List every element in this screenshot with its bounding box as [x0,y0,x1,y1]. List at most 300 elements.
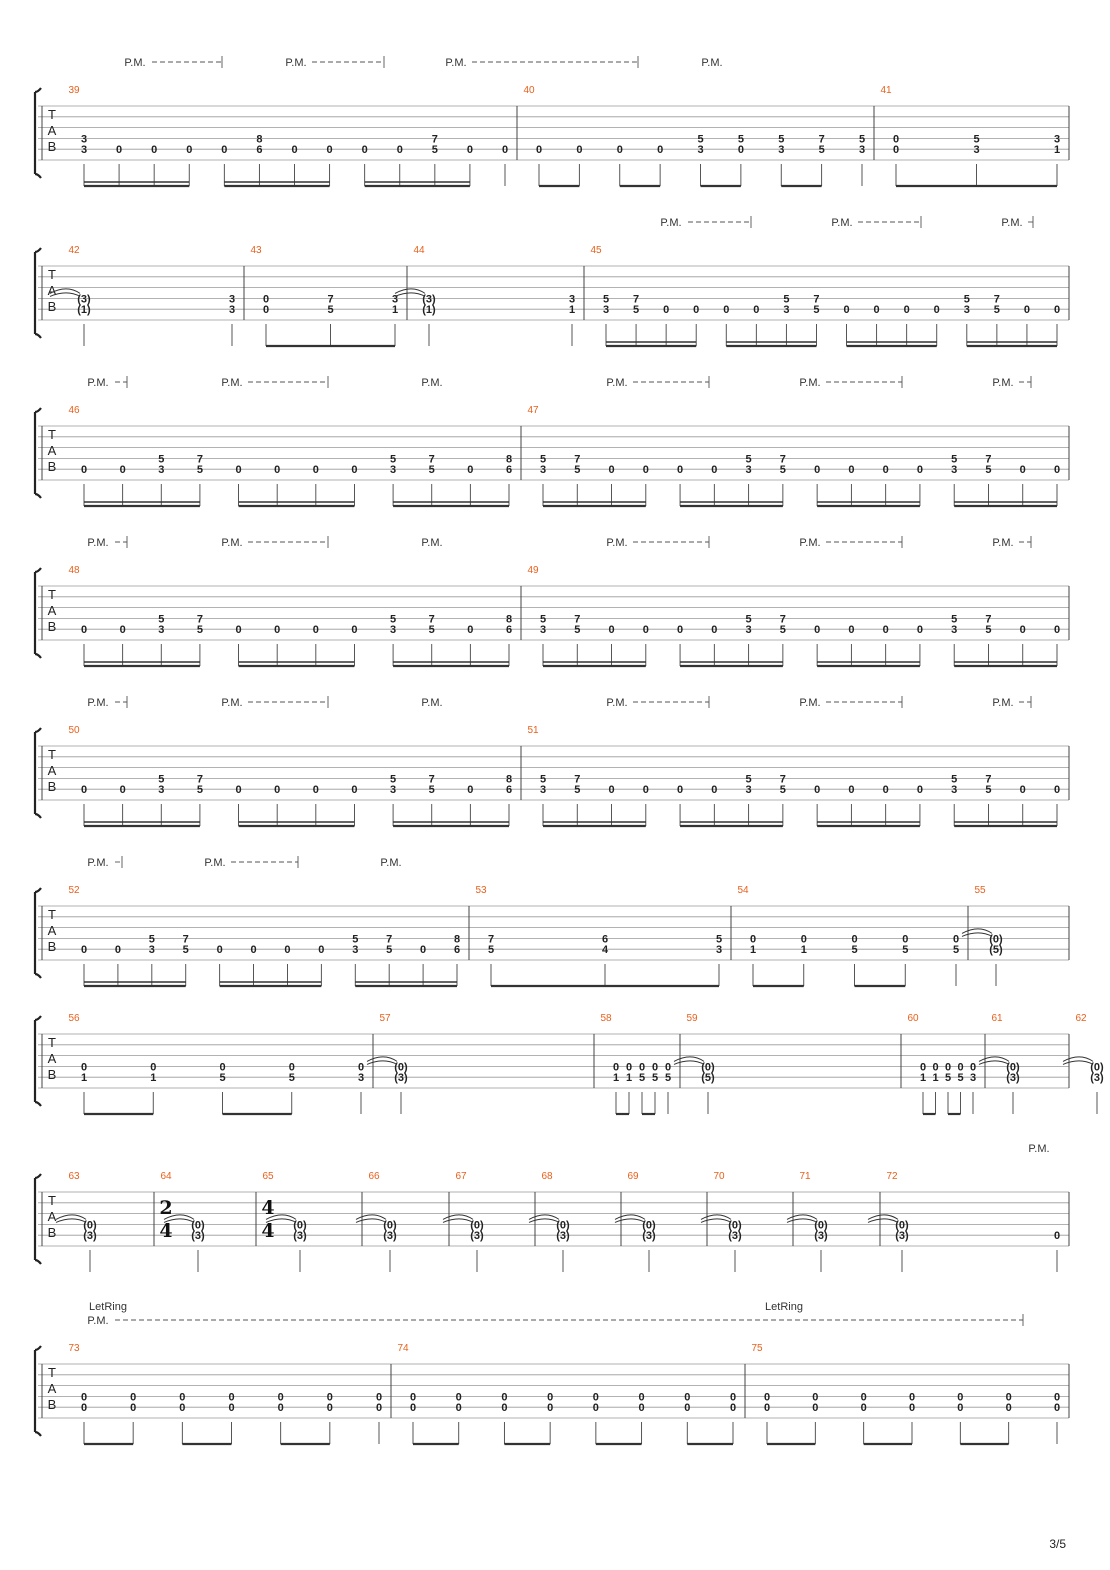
tab-clef-letter: A [47,443,57,458]
fret-number: 0 [1053,1402,1061,1415]
fret-number: 7 [574,453,581,466]
fret-number: 0 [312,784,319,797]
fret-number: 7 [993,293,1000,306]
fret-number: 7 [428,453,435,466]
fret-number: 5 [783,293,790,306]
fret-number: 0 [616,144,623,157]
fret-number: 0 [957,1061,964,1074]
fret-number: 5 [957,1072,964,1085]
fret-number: 3 [539,464,547,477]
fret-number: 5 [390,613,397,626]
fret-number: 3 [1053,133,1061,146]
fret-number: 0 [812,1402,819,1415]
fret-number: 5 [951,773,958,786]
fret-number: 5 [715,933,723,946]
fret-number: 0 [737,144,744,157]
fret-number: 3 [390,464,397,477]
fret-number: (0) [394,1061,408,1074]
fret-number: 5 [993,304,1000,317]
fret-number: 5 [779,464,786,477]
fret-number: (5) [701,1072,715,1085]
tab-system [35,536,1069,666]
fret-number: 0 [150,1061,157,1074]
palm-mute-label: P.M. [87,1315,109,1327]
bar-number: 40 [523,85,535,96]
fret-number: 0 [657,144,664,157]
bar-number: 64 [160,1171,172,1182]
bar-number: 42 [68,245,80,256]
fret-number: 3 [539,784,547,797]
fret-number: 8 [505,773,513,786]
fret-number: 0 [729,1391,737,1404]
fret-number: 0 [851,933,858,946]
fret-number: 0 [642,464,649,477]
fret-number: 0 [291,144,298,157]
fret-number: 0 [882,784,889,797]
palm-mute-label: P.M. [831,217,853,229]
fret-number: 0 [677,624,684,637]
fret-number: (3) [728,1230,742,1243]
fret-number: 0 [612,1061,620,1074]
fret-number: 7 [327,293,334,306]
fret-number: 0 [80,624,88,637]
bar-number: 75 [751,1343,763,1354]
fret-number: 4 [601,944,609,957]
fret-number: 0 [277,1402,284,1415]
fret-number: 0 [592,1391,599,1404]
bar-number: 43 [250,245,262,256]
fret-number: 8 [256,133,263,146]
fret-number: 0 [916,464,923,477]
system-bracket [35,1016,41,1106]
fret-number: 0 [723,304,730,317]
bar-number: 56 [68,1013,80,1024]
fret-number: 5 [182,944,189,957]
fret-number: 0 [663,304,670,317]
palm-mute-label: P.M. [799,377,821,389]
fret-number: 7 [428,773,435,786]
fret-number: 3 [158,624,165,637]
fret-number: 0 [375,1391,383,1404]
fret-number: 0 [119,784,126,797]
palm-mute-label: P.M. [992,537,1014,549]
fret-number: 0 [288,1061,295,1074]
fret-number: 6 [505,464,513,477]
fret-number: 0 [318,944,325,957]
tab-clef-letter: B [47,779,57,794]
fret-number: 0 [749,933,757,946]
fret-number: 0 [1005,1402,1012,1415]
fret-number: 3 [602,304,610,317]
fret-number: 7 [633,293,640,306]
tab-system [35,216,1069,346]
fret-number: 3 [391,293,399,306]
fret-number: (0) [728,1219,742,1232]
fret-number: 5 [638,1072,646,1085]
bar-number: 59 [686,1013,698,1024]
time-signature-denominator: 4 [261,1220,275,1242]
tie [701,1219,731,1223]
bar-number: 46 [68,405,80,416]
fret-number: 0 [420,944,427,957]
fret-number: 5 [985,464,992,477]
bar-number: 70 [713,1171,725,1182]
fret-number: 5 [737,133,744,146]
tab-clef-letter: T [48,427,56,442]
tab-clef-letter: A [47,123,57,138]
fret-number: 0 [576,144,583,157]
fret-number: 5 [745,453,752,466]
palm-mute-label: P.M. [799,537,821,549]
fret-number: 0 [80,1391,88,1404]
fret-number: 3 [228,304,236,317]
fret-number: 7 [985,773,992,786]
fret-number: 7 [196,773,203,786]
fret-number: 0 [130,1402,137,1415]
fret-number: 0 [1053,624,1061,637]
palm-mute-label: P.M. [221,537,243,549]
fret-number: 7 [428,613,435,626]
fret-number: 5 [951,453,958,466]
fret-number: 0 [179,1391,186,1404]
fret-number: 5 [196,624,203,637]
fret-number: 0 [501,1402,508,1415]
fret-number: 0 [235,464,242,477]
tie [787,1219,817,1223]
fret-number: 0 [814,784,821,797]
fret-number: 7 [574,613,581,626]
fret-number: 0 [535,144,543,157]
fret-number: 7 [779,613,786,626]
fret-number: 1 [625,1072,633,1085]
fret-number: 5 [697,133,704,146]
fret-number: (3) [1090,1072,1104,1085]
fret-number: 5 [327,304,334,317]
fret-number: 0 [250,944,257,957]
tab-clef-letter: B [47,459,57,474]
fret-number: (0) [83,1219,97,1232]
fret-number: 6 [453,944,461,957]
palm-mute-label: P.M. [701,57,723,69]
bar-number: 58 [600,1013,612,1024]
system-bracket [35,1346,41,1436]
fret-number: 0 [274,624,281,637]
fret-number: 5 [633,304,640,317]
fret-number: 0 [235,784,242,797]
fret-number: 0 [892,133,900,146]
fret-number: 0 [409,1391,417,1404]
fret-number: 0 [186,144,193,157]
bar-number: 49 [527,565,539,576]
palm-mute-label: P.M. [87,857,109,869]
fret-number: 7 [196,453,203,466]
time-signature-numerator: 4 [261,1197,275,1219]
tab-clef-letter: B [47,1225,57,1240]
fret-number: 0 [455,1391,462,1404]
fret-number: 0 [684,1391,691,1404]
fret-number: 0 [860,1402,867,1415]
bar-number: 72 [886,1171,898,1182]
fret-number: 0 [916,784,923,797]
bar-number: 63 [68,1171,80,1182]
tie [674,1061,704,1065]
fret-number: 5 [664,1072,672,1085]
fret-number: 3 [951,784,958,797]
tab-system [35,856,1069,986]
fret-number: 0 [80,784,88,797]
fret-number: 3 [963,304,970,317]
fret-number: 3 [539,624,547,637]
fret-number: 0 [116,144,123,157]
fret-number: 7 [779,773,786,786]
fret-number: 0 [467,464,474,477]
fret-number: (3) [191,1230,205,1243]
fret-number: 6 [505,784,513,797]
tab-system [35,696,1069,826]
fret-number: 0 [753,304,760,317]
fret-number: 5 [779,624,786,637]
fret-number: 0 [812,1391,819,1404]
fret-number: 0 [221,144,228,157]
fret-number: 5 [963,293,970,306]
fret-number: 0 [592,1402,599,1415]
fret-number: 5 [390,453,397,466]
system-bracket [35,568,41,658]
fret-number: 1 [150,1072,157,1085]
palm-mute-label: P.M. [421,697,443,709]
fret-number: 5 [574,784,581,797]
fret-number: (5) [989,944,1003,957]
fret-number: (0) [470,1219,484,1232]
bar-number: 61 [991,1013,1003,1024]
fret-number: 0 [651,1061,659,1074]
fret-number: 5 [148,933,155,946]
fret-number: 1 [749,944,757,957]
bar-number: 39 [68,85,80,96]
tab-clef-letter: B [47,1067,57,1082]
tie [356,1219,386,1223]
fret-number: 5 [158,613,165,626]
tie [395,293,425,297]
fret-number: 0 [361,144,368,157]
fret-number: (0) [895,1219,909,1232]
tie [367,1061,397,1065]
fret-number: 0 [1053,1230,1061,1243]
fret-number: 0 [892,144,900,157]
tie [615,1219,645,1223]
fret-number: 0 [944,1061,952,1074]
fret-number: 5 [539,773,547,786]
fret-number: 0 [664,1061,672,1074]
fret-number: 0 [312,464,319,477]
bar-number: 48 [68,565,80,576]
fret-number: (3) [470,1230,484,1243]
fret-number: 5 [602,293,610,306]
fret-number: (3) [895,1230,909,1243]
tab-clef-letter: B [47,939,57,954]
fret-number: 0 [466,144,473,157]
fret-number: 3 [352,944,359,957]
fret-number: 5 [745,773,752,786]
tab-clef-letter: B [47,619,57,634]
fret-number: (0) [642,1219,656,1232]
fret-number: 5 [574,624,581,637]
fret-number: 0 [608,784,615,797]
tab-clef-letter: A [47,283,57,298]
fret-number: 5 [858,133,866,146]
fret-number: 3 [951,624,958,637]
fret-number: 0 [729,1402,737,1415]
tie [56,1219,86,1223]
fret-number: 5 [813,304,820,317]
palm-mute-label: P.M. [87,377,109,389]
fret-number: 0 [763,1402,771,1415]
bar-number: 69 [627,1171,639,1182]
fret-number: 0 [903,304,910,317]
fret-number: 0 [1019,464,1026,477]
tie [962,933,992,937]
fret-number: (0) [1090,1061,1104,1074]
fret-number: 0 [467,624,474,637]
tab-system [35,1143,1069,1272]
fret-number: (3) [383,1230,397,1243]
fret-number: 0 [409,1402,417,1415]
fret-number: 6 [505,624,513,637]
fret-number: 0 [326,1391,333,1404]
fret-number: 0 [1023,304,1030,317]
fret-number: 0 [228,1402,235,1415]
tab-clef-letter: A [47,1209,57,1224]
fret-number: 0 [262,304,270,317]
fret-number: 5 [985,784,992,797]
fret-number: 0 [179,1402,186,1415]
fret-number: 0 [932,1061,939,1074]
tab-clef-letter: T [48,907,56,922]
fret-number: 0 [274,784,281,797]
palm-mute-label: P.M. [87,537,109,549]
tab-clef-letter: A [47,763,57,778]
fret-number: 5 [539,453,547,466]
fret-number: (3) [556,1230,570,1243]
fret-number: (3) [642,1230,656,1243]
fret-number: 3 [158,464,165,477]
fret-number: 1 [80,1072,88,1085]
palm-mute-label: P.M. [606,377,628,389]
fret-number: 0 [957,1402,964,1415]
tab-system [35,1013,1104,1114]
tab-system [35,1301,1069,1444]
fret-number: 5 [778,133,785,146]
fret-number: (3) [422,293,436,306]
fret-number: 0 [763,1391,771,1404]
bar-number: 53 [475,885,487,896]
system-bracket [35,728,41,818]
fret-number: 0 [848,624,855,637]
fret-number: 0 [326,144,333,157]
fret-number: 0 [848,784,855,797]
palm-mute-label: P.M. [87,697,109,709]
tab-clef-letter: T [48,1193,56,1208]
fret-number: 0 [219,1061,226,1074]
fret-number: 8 [453,933,461,946]
fret-number: 0 [351,464,358,477]
fret-number: 0 [357,1061,365,1074]
fret-number: (0) [814,1219,828,1232]
fret-number: 7 [985,613,992,626]
fret-number: 0 [800,933,807,946]
fret-number: 3 [715,944,723,957]
fret-number: 3 [697,144,704,157]
fret-number: 8 [505,453,513,466]
fret-number: 0 [1019,624,1026,637]
time-signature-denominator: 4 [159,1220,173,1242]
bar-number: 66 [368,1171,380,1182]
fret-number: 0 [873,304,880,317]
fret-number: 1 [568,304,576,317]
fret-number: (1) [77,304,91,317]
fret-number: 3 [951,464,958,477]
fret-number: 5 [944,1072,952,1085]
fret-number: 0 [969,1061,977,1074]
tab-clef-letter: B [47,1397,57,1412]
fret-number: 0 [642,784,649,797]
fret-number: 3 [390,784,397,797]
fret-number: 5 [651,1072,659,1085]
fret-number: 0 [262,293,270,306]
fret-number: 5 [390,773,397,786]
fret-number: 6 [256,144,263,157]
tie [868,1219,898,1223]
fret-number: 5 [431,144,438,157]
palm-mute-label: P.M. [445,57,467,69]
palm-mute-label: P.M. [660,217,682,229]
fret-number: 0 [274,464,281,477]
tie [1063,1061,1093,1065]
fret-number: 5 [851,944,858,957]
fret-number: 0 [711,784,718,797]
fret-number: 3 [745,624,752,637]
fret-number: 1 [800,944,807,957]
fret-number: 0 [882,624,889,637]
fret-number: 1 [391,304,399,317]
palm-mute-label: P.M. [606,537,628,549]
fret-number: 0 [860,1391,867,1404]
bar-number: 74 [397,1343,409,1354]
tie [443,1219,473,1223]
fret-number: 3 [80,133,88,146]
page-number: 3/5 [1049,1537,1066,1551]
fret-number: 6 [601,933,609,946]
fret-number: (0) [191,1219,205,1232]
time-signature-numerator: 2 [159,1197,173,1219]
bar-number: 55 [974,885,986,896]
fret-number: 0 [952,933,960,946]
fret-number: 0 [638,1402,645,1415]
fret-number: 7 [182,933,189,946]
fret-number: 0 [902,933,909,946]
palm-mute-label: P.M. [606,697,628,709]
tab-clef-letter: A [47,603,57,618]
fret-number: 0 [119,464,126,477]
fret-number: 5 [574,464,581,477]
let-ring-label: LetRing [765,1301,803,1313]
fret-number: 0 [908,1391,916,1404]
bar-number: 65 [262,1171,274,1182]
tab-clef-letter: T [48,1035,56,1050]
fret-number: (3) [1006,1072,1020,1085]
bar-number: 57 [379,1013,391,1024]
fret-number: 3 [148,944,155,957]
